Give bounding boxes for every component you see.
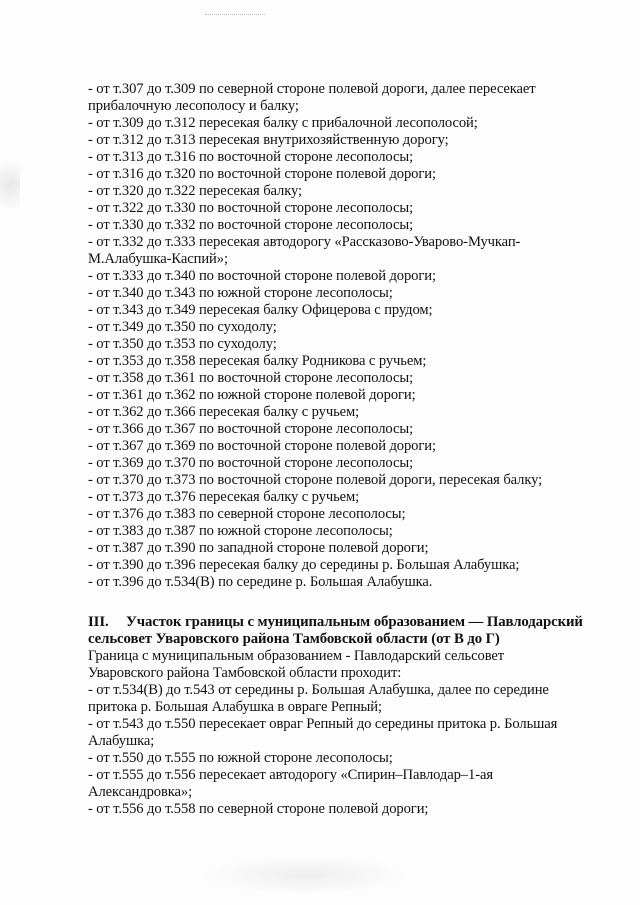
text-line: - от т.370 до т.373 по восточной стороне полевой дороги, пересекая балку; (88, 472, 543, 488)
text-line: - от т.312 до т.313 пересекая внутрихозяйственную дорогу; (88, 132, 449, 148)
text-line: - от т.369 до т.370 по восточной стороне лесополосы; (88, 455, 414, 471)
document-body (88, 81, 618, 818)
text-line: - от т.340 до т.343 по южной стороне лесополосы; (88, 285, 393, 301)
text-line: - от т.390 до т.396 пересекая балку до середины р. Большая Алабушка; (88, 557, 520, 573)
text-line: М.Алабушка-Каспий»; (88, 251, 228, 267)
boundary-list-part-1 (88, 81, 618, 591)
section-heading-line-2: сельсовет Уваровского района Тамбовской области (от В до Г) (88, 631, 500, 647)
text-line: - от т.367 до т.369 по восточной стороне полевой дороги; (88, 438, 436, 454)
section-heading (88, 614, 618, 648)
text-line: - от т.307 до т.309 по северной стороне полевой дороги, далее пересекает (88, 81, 536, 97)
text-line: Граница с муниципальным образованием - Павлодарский сельсовет (88, 648, 505, 664)
text-line: - от т.550 до т.555 по южной стороне лесополосы; (88, 750, 393, 766)
text-line: - от т.349 до т.350 по суходолу; (88, 319, 277, 335)
text-line: Алабушка; (88, 733, 155, 749)
text-line: Уваровского района Тамбовской области проходит: (88, 665, 402, 681)
scan-artifact (205, 14, 265, 18)
text-line: - от т.361 до т.362 по южной стороне полевой дороги; (88, 387, 416, 403)
scan-artifact (0, 150, 20, 220)
text-line: - от т.358 до т.361 по восточной стороне лесополосы; (88, 370, 414, 386)
section-number: III. (88, 614, 109, 630)
text-line: - от т.556 до т.558 по северной стороне полевой дороги; (88, 801, 429, 817)
text-line: - от т.543 до т.550 пересекает овраг Репный до середины притока р. Большая (88, 716, 558, 732)
text-line: - от т.320 до т.322 пересекая балку; (88, 183, 302, 199)
scan-artifact (200, 855, 410, 895)
text-line: - от т.332 до т.333 пересекая автодорогу «Рассказово-Уварово-Мучкап- (88, 234, 521, 250)
text-line: - от т.387 до т.390 по западной стороне полевой дороги; (88, 540, 429, 556)
text-line: - от т.376 до т.383 по северной стороне лесополосы; (88, 506, 406, 522)
text-line: - от т.373 до т.376 пересекая балку с ручьем; (88, 489, 360, 505)
text-line: - от т.313 до т.316 по восточной стороне лесополосы; (88, 149, 414, 165)
text-line: - от т.309 до т.312 пересекая балку с прибалочной лесополосой; (88, 115, 478, 131)
text-line: - от т.330 до т.332 по восточной стороне лесополосы; (88, 217, 414, 233)
text-line: - от т.350 до т.353 по суходолу; (88, 336, 277, 352)
text-line: прибалочную лесополосу и балку; (88, 98, 299, 114)
section-heading-line-1: Участок границы с муниципальным образованием — Павлодарский (126, 614, 583, 630)
text-line: - от т.534(В) до т.543 от середины р. Большая Алабушка, далее по середине (88, 682, 549, 698)
text-line: - от т.353 до т.358 пересекая балку Родникова с ручьем; (88, 353, 427, 369)
text-line: - от т.366 до т.367 по восточной стороне лесополосы; (88, 421, 414, 437)
text-line: - от т.333 до т.340 по восточной стороне полевой дороги; (88, 268, 436, 284)
text-line: Александровка»; (88, 784, 193, 800)
text-line: притока р. Большая Алабушка в овраге Репный; (88, 699, 382, 715)
text-line: - от т.316 до т.320 по восточной стороне полевой дороги; (88, 166, 436, 182)
boundary-list-part-2 (88, 648, 618, 818)
text-line: - от т.322 до т.330 по восточной стороне лесополосы; (88, 200, 414, 216)
text-line: - от т.383 до т.387 по южной стороне лесополосы; (88, 523, 393, 539)
text-line: - от т.396 до т.534(В) по середине р. Большая Алабушка. (88, 574, 433, 590)
text-line: - от т.343 до т.349 пересекая балку Офицерова с прудом; (88, 302, 433, 318)
text-line: - от т.362 до т.366 пересекая балку с ручьем; (88, 404, 360, 420)
text-line: - от т.555 до т.556 пересекает автодорогу «Спирин–Павлодар–1-ая (88, 767, 493, 783)
